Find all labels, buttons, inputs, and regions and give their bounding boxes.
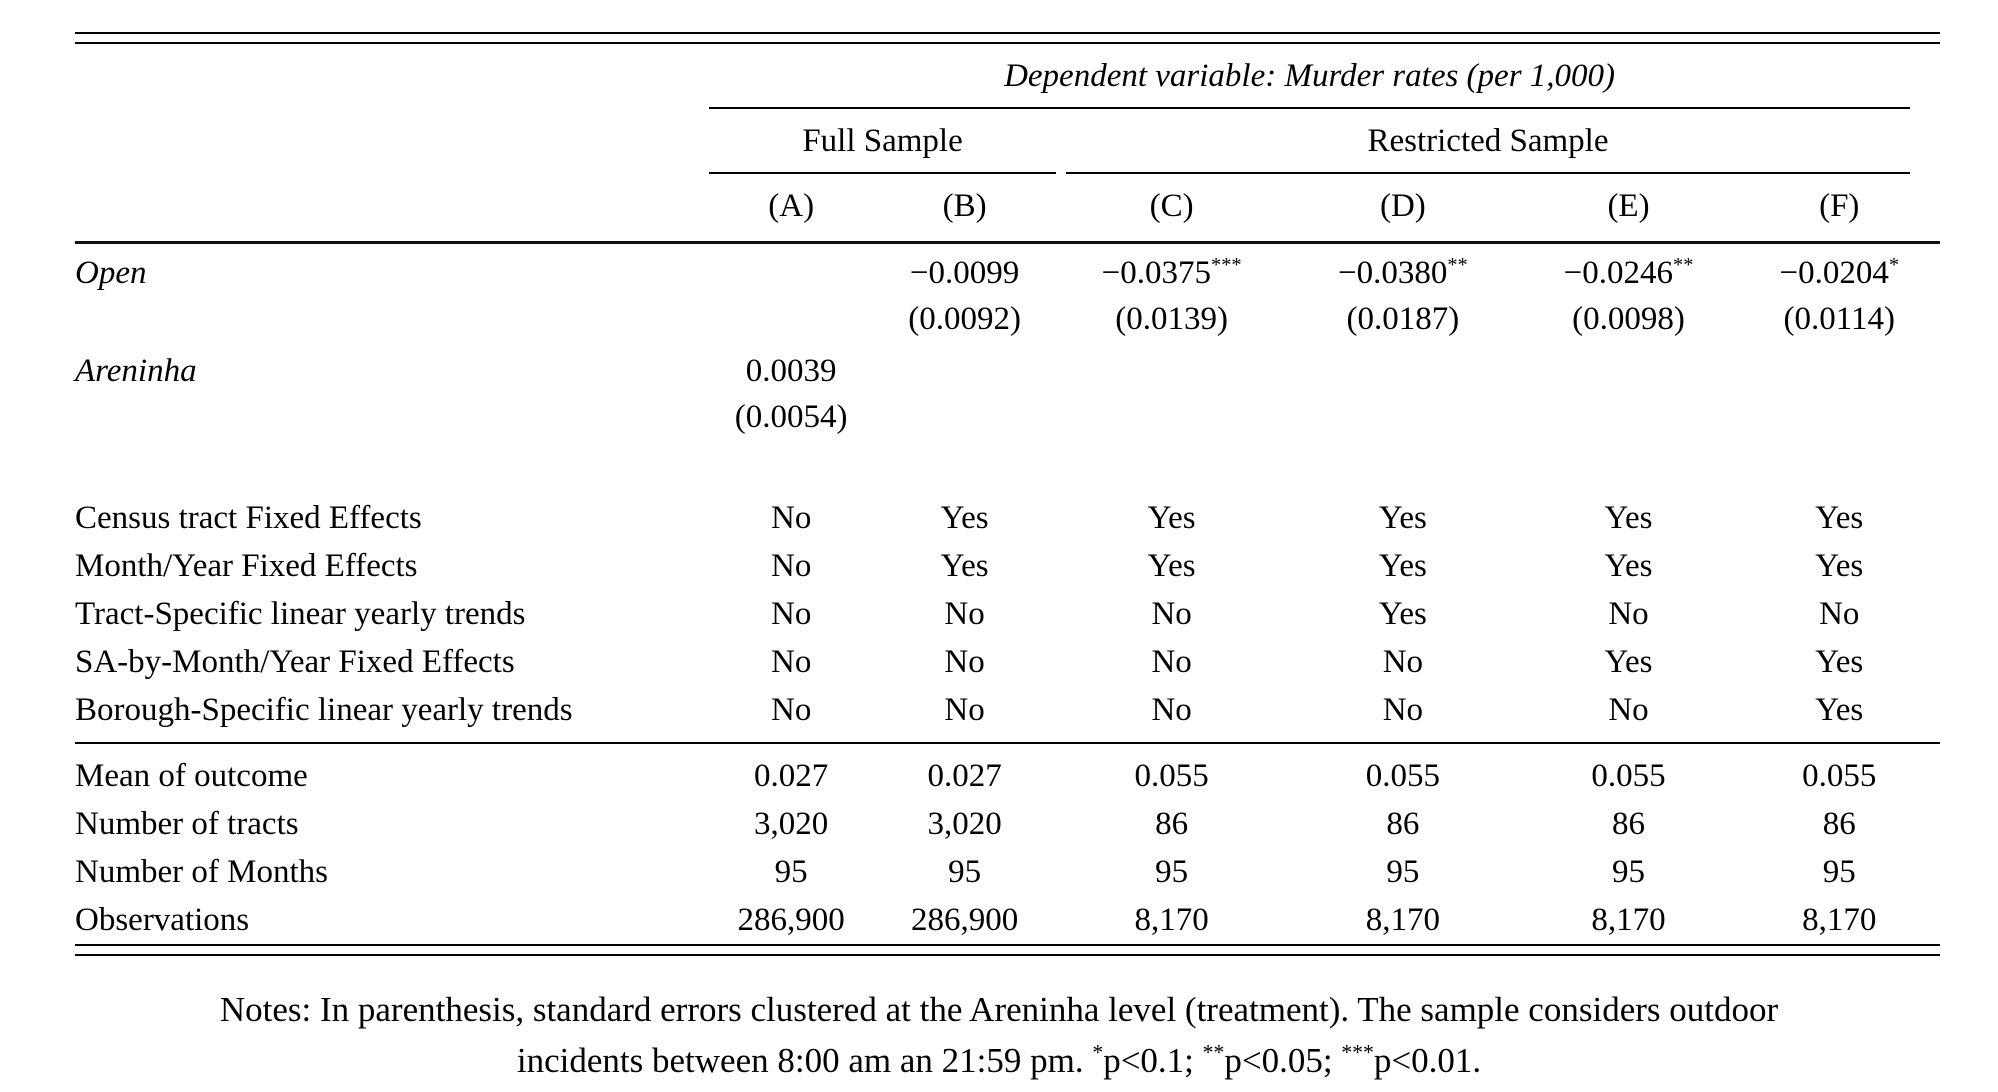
table-header <box>75 44 1940 243</box>
statistic-value: 8,170 <box>1365 901 1440 938</box>
standard-error: (0.0114) <box>1783 301 1896 337</box>
coefficient-estimate <box>1287 342 1518 395</box>
notes <box>0 984 1998 1086</box>
estimate-value: −0.0380 <box>1337 255 1448 291</box>
statistic-value: 8,170 <box>1802 901 1877 938</box>
regression-table <box>75 32 1940 956</box>
coefficient-estimate <box>709 243 873 298</box>
empty-cell <box>75 44 709 109</box>
statistic-value: 0.055 <box>1591 757 1666 794</box>
restricted-sample-cell <box>1056 109 1940 174</box>
fixed-effect-value: No <box>1518 686 1738 743</box>
fixed-effect-value: No <box>944 643 985 680</box>
spacer-cell <box>75 440 1940 494</box>
sample-group-row <box>75 109 1940 174</box>
notes-line-2-text: incidents between 8:00 am an 21:59 pm. <box>516 1041 1093 1080</box>
statistic-value: 0.027 <box>754 757 829 794</box>
fixed-effect-label: Borough-Specific linear yearly trends <box>75 686 709 743</box>
fixed-effects-row <box>75 494 1940 542</box>
fixed-effect-value: Yes <box>1815 547 1864 584</box>
fixed-effect-value: Yes <box>1604 499 1653 536</box>
estimate-value: 0.0039 <box>745 353 837 389</box>
coefficient-estimate <box>709 342 873 395</box>
results-table <box>75 44 1940 944</box>
estimate-value: −0.0099 <box>909 255 1020 291</box>
variable-name: Open <box>75 255 147 291</box>
sig-three-star-text: p<0.01. <box>1373 1041 1482 1080</box>
statistic-label: Observations <box>75 901 250 938</box>
notes-line-2 <box>10 1035 1988 1086</box>
fixed-effect-value: No <box>770 643 812 680</box>
statistic-value: 3,020 <box>754 805 829 842</box>
significance-stars: *** <box>1210 254 1242 276</box>
statistic-value: 0.027 <box>927 757 1002 794</box>
fixed-effect-value: No <box>770 499 812 536</box>
statistic-value: 95 <box>1155 853 1189 890</box>
statistic-value: 3,020 <box>927 805 1002 842</box>
table-body <box>75 243 1940 945</box>
statistic-value: 86 <box>1822 805 1856 842</box>
significance-stars: ** <box>1672 254 1694 276</box>
coefficient-estimate <box>1056 243 1287 298</box>
full-sample-cell <box>709 109 1056 174</box>
column-label-c: (C) <box>1056 174 1287 243</box>
coefficient-estimate <box>873 342 1056 395</box>
statistic-value: 95 <box>1612 853 1646 890</box>
standard-error: (0.0092) <box>908 301 1021 337</box>
column-label-d: (D) <box>1287 174 1518 243</box>
statistic-value: 286,900 <box>737 901 845 938</box>
fixed-effect-label: Census tract Fixed Effects <box>75 499 422 536</box>
fixed-effect-value: No <box>944 595 985 632</box>
estimate-value: −0.0375 <box>1101 255 1211 291</box>
fixed-effect-value: Yes <box>940 547 989 584</box>
fixed-effect-value: Yes <box>1815 499 1864 536</box>
statistic-label: Number of Months <box>75 853 328 890</box>
significance-stars: ** <box>1447 254 1468 276</box>
fixed-effect-value: Yes <box>1604 547 1653 584</box>
statistic-row <box>75 848 1940 896</box>
statistic-value: 95 <box>1822 853 1856 890</box>
sig-three-star: *** <box>1341 1040 1374 1065</box>
notes-line-1: Notes: In parenthesis, standard errors clustered at the Areninha level (treatment). The sample considers outdoor <box>219 990 1779 1029</box>
coefficient-estimate <box>1518 243 1738 298</box>
statistic-label: Number of tracts <box>75 805 299 842</box>
statistic-value: 95 <box>1386 853 1420 890</box>
dependent-variable-row <box>75 44 1940 109</box>
coefficient-row <box>75 243 1940 298</box>
fixed-effect-value: Yes <box>940 499 989 536</box>
dependent-variable-cell <box>709 44 1940 109</box>
fixed-effect-value: No <box>1608 595 1649 632</box>
fixed-effect-value: Yes <box>1378 595 1427 632</box>
fixed-effect-value: No <box>873 686 1056 743</box>
standard-error <box>1518 395 1738 440</box>
column-label-b: (B) <box>873 174 1056 243</box>
fixed-effect-value: No <box>709 686 873 743</box>
sig-one-star: * <box>1092 1040 1104 1065</box>
estimate-value: −0.0204 <box>1779 255 1889 291</box>
fixed-effects-row <box>75 542 1940 590</box>
standard-error: (0.0139) <box>1115 301 1228 337</box>
fixed-effect-value: Yes <box>1378 499 1427 536</box>
fixed-effect-value: Yes <box>1378 547 1427 584</box>
standard-error <box>1056 395 1287 440</box>
coefficient-estimate <box>1287 243 1518 298</box>
sig-one-star-text: p<0.1; <box>1103 1041 1203 1080</box>
statistic-label: Mean of outcome <box>75 757 308 794</box>
sig-two-star-text: p<0.05; <box>1224 1041 1342 1080</box>
fixed-effect-value: No <box>1819 595 1860 632</box>
bottom-double-rule <box>75 944 1940 956</box>
fixed-effect-value: No <box>770 595 812 632</box>
statistic-value: 86 <box>1155 805 1189 842</box>
fixed-effects-row <box>75 590 1940 638</box>
fixed-effects-row <box>75 638 1940 686</box>
statistic-value: 0.055 <box>1802 757 1877 794</box>
standard-error <box>873 395 1056 440</box>
statistic-value: 8,170 <box>1134 901 1209 938</box>
empty-cell <box>75 174 709 243</box>
fixed-effects-row <box>75 686 1940 743</box>
coefficient-estimate <box>1739 243 1940 298</box>
fixed-effect-label: SA-by-Month/Year Fixed Effects <box>75 643 515 680</box>
standard-error: (0.0054) <box>734 399 848 435</box>
standard-error: (0.0098) <box>1572 301 1685 337</box>
variable-name: Areninha <box>75 353 197 389</box>
standard-error <box>1287 395 1518 440</box>
fixed-effect-value: No <box>1287 686 1518 743</box>
significance-stars: * <box>1888 254 1900 276</box>
fixed-effect-value: Yes <box>1739 686 1940 743</box>
standard-error: (0.0187) <box>1346 301 1460 337</box>
column-label-e: (E) <box>1518 174 1738 243</box>
coefficient-row <box>75 342 1940 395</box>
empty-cell <box>75 109 709 174</box>
fixed-effect-value: Yes <box>1147 499 1196 536</box>
full-sample-header: Full Sample <box>709 123 1056 174</box>
standard-error-row <box>75 297 1940 342</box>
coefficient-estimate <box>873 243 1056 298</box>
column-labels-row <box>75 174 1940 243</box>
fixed-effect-label: Month/Year Fixed Effects <box>75 547 418 584</box>
coefficient-estimate <box>1518 342 1738 395</box>
fixed-effect-value: No <box>1382 643 1424 680</box>
statistic-value: 8,170 <box>1591 901 1666 938</box>
fixed-effect-value: Yes <box>1604 643 1653 680</box>
fixed-effect-label: Tract-Specific linear yearly trends <box>75 595 526 632</box>
top-double-rule <box>75 32 1940 44</box>
column-label-a: (A) <box>709 174 873 243</box>
statistic-value: 286,900 <box>910 901 1019 938</box>
statistic-value: 0.055 <box>1134 757 1209 794</box>
coefficient-estimate <box>1739 342 1940 395</box>
fixed-effect-value: Yes <box>1147 547 1196 584</box>
spacer-row <box>75 440 1940 494</box>
statistic-value: 95 <box>948 853 982 890</box>
dependent-variable-header: Dependent variable: Murder rates (per 1,000) <box>709 58 1910 109</box>
empty-cell <box>75 297 709 342</box>
coefficient-estimate <box>1056 342 1287 395</box>
empty-cell <box>75 395 709 440</box>
fixed-effect-value: No <box>1056 686 1287 743</box>
statistic-row <box>75 743 1940 800</box>
fixed-effect-value: Yes <box>1815 643 1864 680</box>
statistic-row <box>75 800 1940 848</box>
estimate-value: −0.0246 <box>1563 255 1673 291</box>
standard-error-row <box>75 395 1940 440</box>
fixed-effect-value: No <box>1151 643 1192 680</box>
statistic-value: 86 <box>1612 805 1646 842</box>
statistic-row <box>75 896 1940 944</box>
fixed-effect-value: No <box>1151 595 1192 632</box>
restricted-sample-header: Restricted Sample <box>1066 123 1910 174</box>
fixed-effect-value: No <box>770 547 812 584</box>
standard-error <box>1739 395 1940 440</box>
statistic-value: 86 <box>1386 805 1420 842</box>
standard-error <box>709 297 873 342</box>
sig-two-star: ** <box>1202 1040 1225 1065</box>
statistic-value: 95 <box>774 853 808 890</box>
statistic-value: 0.055 <box>1365 757 1440 794</box>
column-label-f: (F) <box>1739 174 1940 243</box>
